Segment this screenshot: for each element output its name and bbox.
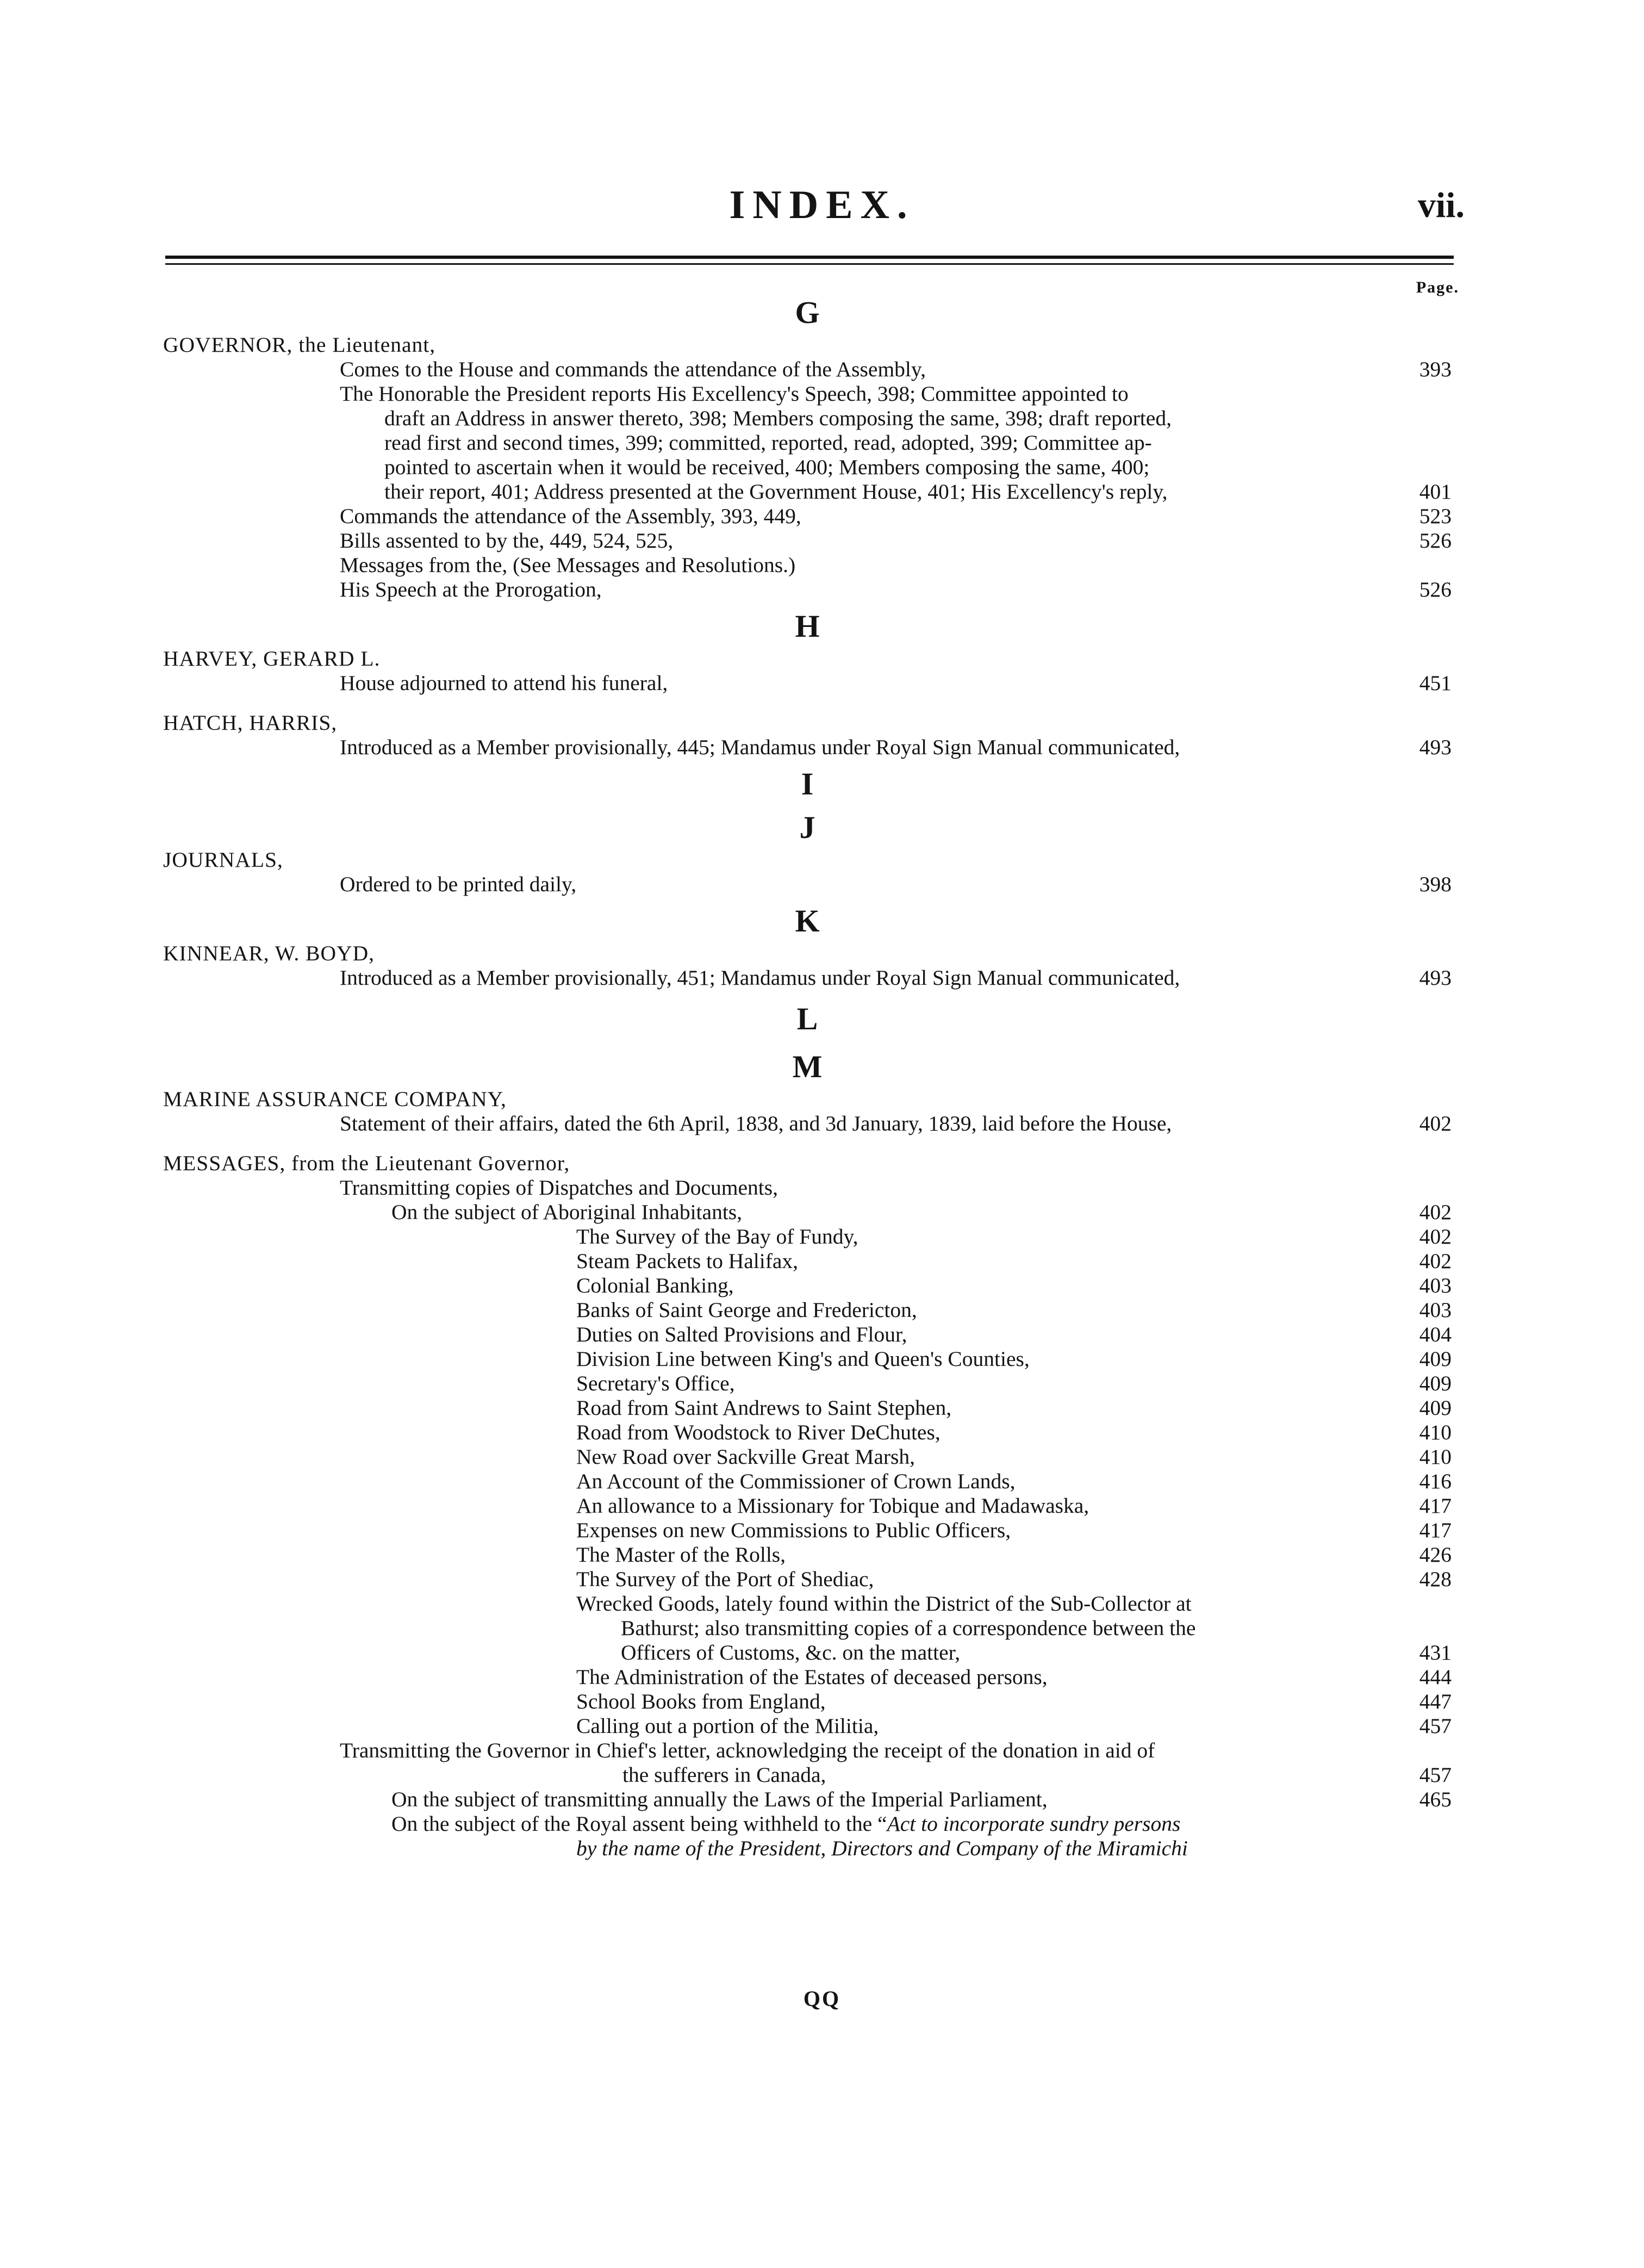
index-entry: An allowance to a Missionary for Tobique and Madawaska, 417: [576, 1494, 1452, 1518]
index-entry: Steam Packets to Halifax, 402: [576, 1249, 1452, 1273]
index-subject: GOVERNOR, the Lieutenant,: [163, 333, 436, 357]
index-entry: Road from Saint Andrews to Saint Stephen, 409: [576, 1396, 1452, 1420]
index-entry: Wrecked Goods, lately found within the District of the Sub-Collector at Bathurst; also transmitting copies of a correspondence between the Officers of Customs, &c. on the matter, 431: [576, 1592, 1452, 1664]
index-entry: Colonial Banking, 403: [576, 1273, 1452, 1297]
page-ref: 403: [1419, 1298, 1452, 1322]
index-entry: Ordered to be printed daily, 398: [340, 872, 1452, 896]
page-ref: 417: [1419, 1518, 1452, 1542]
page-ref: 410: [1419, 1420, 1452, 1444]
page-ref: 428: [1419, 1567, 1452, 1591]
header-rule-thin: [165, 263, 1454, 265]
index-entry: School Books from England, 447: [576, 1689, 1452, 1713]
page-ref: 444: [1419, 1665, 1452, 1689]
page-ref: 451: [1419, 671, 1452, 695]
index-entry: On the subject of Aboriginal Inhabitants, 402: [391, 1200, 1452, 1224]
index-entry: The Honorable the President reports His Excellency's Speech, 398; Committee appointed to draft an Address in answer thereto, 398; Members composing the same, 398; draft reported, read first and second times, 399; committed, reported, read, adopted, 399; Committee ap- pointed to ascertain when it would be received, 400; Members composing the same, 400; their report, 401; Address presented at the Government House, 401; His Excellency's reply, 401: [340, 382, 1452, 504]
index-entry: His Speech at the Prorogation, 526: [340, 577, 1452, 601]
page-ref: 457: [1419, 1763, 1452, 1787]
messages-list: [163, 1225, 1452, 1592]
page-ref: 523: [1419, 504, 1452, 528]
index-subject: HATCH, HARRIS,: [163, 711, 338, 735]
page-ref: 457: [1419, 1714, 1452, 1738]
page-ref: 431: [1419, 1641, 1452, 1664]
index-content: [163, 294, 1452, 1861]
index-entry: Introduced as a Member provisionally, 451; Mandamus under Royal Sign Manual communicated, 493: [340, 966, 1452, 990]
index-entry: Transmitting copies of Dispatches and Documents,: [340, 1176, 778, 1200]
page-ref: 409: [1419, 1396, 1452, 1420]
page-ref: 398: [1419, 872, 1452, 896]
page-ref: 526: [1419, 577, 1452, 601]
index-subject: KINNEAR, W. BOYD,: [163, 941, 375, 965]
index-entry: An Account of the Commissioner of Crown Lands, 416: [576, 1469, 1452, 1493]
index-entry: Expenses on new Commissions to Public Officers, 417: [576, 1518, 1452, 1542]
index-entry: The Survey of the Port of Shediac, 428: [576, 1567, 1452, 1591]
index-entry: House adjourned to attend his funeral, 451: [340, 671, 1452, 695]
page-ref: 493: [1419, 966, 1452, 990]
page-ref: 465: [1419, 1787, 1452, 1811]
index-entry: Road from Woodstock to River DeChutes, 410: [576, 1420, 1452, 1444]
index-entry: The Administration of the Estates of deceased persons, 444: [576, 1665, 1452, 1689]
page-ref: 416: [1419, 1469, 1452, 1493]
section-letter-l: L: [796, 1001, 818, 1036]
page-ref: 493: [1419, 735, 1452, 759]
page-ref: 401: [1419, 480, 1452, 504]
index-entry: On the subject of transmitting annually the Laws of the Imperial Parliament, 465: [391, 1787, 1452, 1811]
page-ref: 409: [1419, 1347, 1452, 1371]
header-rule-thick: [165, 256, 1454, 259]
page-ref: 402: [1419, 1111, 1452, 1135]
page-number: vii.: [1417, 185, 1465, 225]
page-ref: 393: [1419, 357, 1452, 381]
section-letter-h: H: [795, 608, 820, 644]
page-ref: 404: [1419, 1322, 1452, 1346]
page-ref: 447: [1419, 1689, 1452, 1713]
section-letter-g: G: [795, 295, 820, 330]
page-ref: 409: [1419, 1371, 1452, 1395]
index-entry: Banks of Saint George and Fredericton, 403: [576, 1298, 1452, 1322]
index-entry: Commands the attendance of the Assembly, 393, 449, 523: [340, 504, 1452, 528]
page-ref: 402: [1419, 1225, 1452, 1248]
section-letter-i: I: [801, 766, 814, 801]
page-ref: 403: [1419, 1273, 1452, 1297]
index-entry: Bills assented to by the, 449, 524, 525, 526: [340, 529, 1452, 552]
page-ref: 417: [1419, 1494, 1452, 1518]
page-ref: 402: [1419, 1249, 1452, 1273]
index-subject: JOURNALS,: [163, 848, 283, 872]
section-letter-m: M: [792, 1049, 823, 1084]
index-entry: The Master of the Rolls, 426: [576, 1543, 1452, 1567]
page-ref: 410: [1419, 1445, 1452, 1469]
index-entry: Calling out a portion of the Militia, 457: [576, 1714, 1452, 1738]
page-column-label: Page.: [1416, 278, 1459, 296]
messages-list-2: [163, 1665, 1452, 1738]
index-entry: On the subject of the Royal assent being withheld to the “Act to incorporate sundry persons by the name of the President, Directors and Company of the Miramichi: [391, 1812, 1188, 1860]
index-entry: Transmitting the Governor in Chief's letter, acknowledging the receipt of the donation in aid of the sufferers in Canada, 457: [340, 1738, 1452, 1787]
index-entry: Secretary's Office, 409: [576, 1371, 1452, 1395]
index-entry: Division Line between King's and Queen's Counties, 409: [576, 1347, 1452, 1371]
index-subject: MESSAGES, from the Lieutenant Governor,: [163, 1151, 570, 1175]
index-subject: HARVEY, GERARD L.: [163, 647, 381, 670]
section-letter-j: J: [799, 810, 815, 845]
section-letter-k: K: [795, 903, 820, 939]
index-subject: MARINE ASSURANCE COMPANY,: [163, 1087, 507, 1111]
index-entry: Duties on Salted Provisions and Flour, 404: [576, 1322, 1452, 1346]
index-entry: Introduced as a Member provisionally, 445; Mandamus under Royal Sign Manual communicated, 493: [340, 735, 1452, 759]
signature-mark: QQ: [803, 1986, 841, 2011]
page-title: INDEX.: [729, 183, 915, 227]
index-entry: Comes to the House and commands the attendance of the Assembly, 393: [340, 357, 1452, 381]
page-ref: 402: [1419, 1200, 1452, 1224]
index-entry: Statement of their affairs, dated the 6th April, 1838, and 3d January, 1839, laid before the House, 402: [340, 1111, 1452, 1135]
page-ref: 526: [1419, 529, 1452, 552]
index-entry: The Survey of the Bay of Fundy, 402: [576, 1225, 1452, 1248]
page-ref: 426: [1419, 1543, 1452, 1567]
index-entry: Messages from the, (See Messages and Resolutions.): [340, 553, 796, 577]
index-entry: New Road over Sackville Great Marsh, 410: [576, 1445, 1452, 1469]
